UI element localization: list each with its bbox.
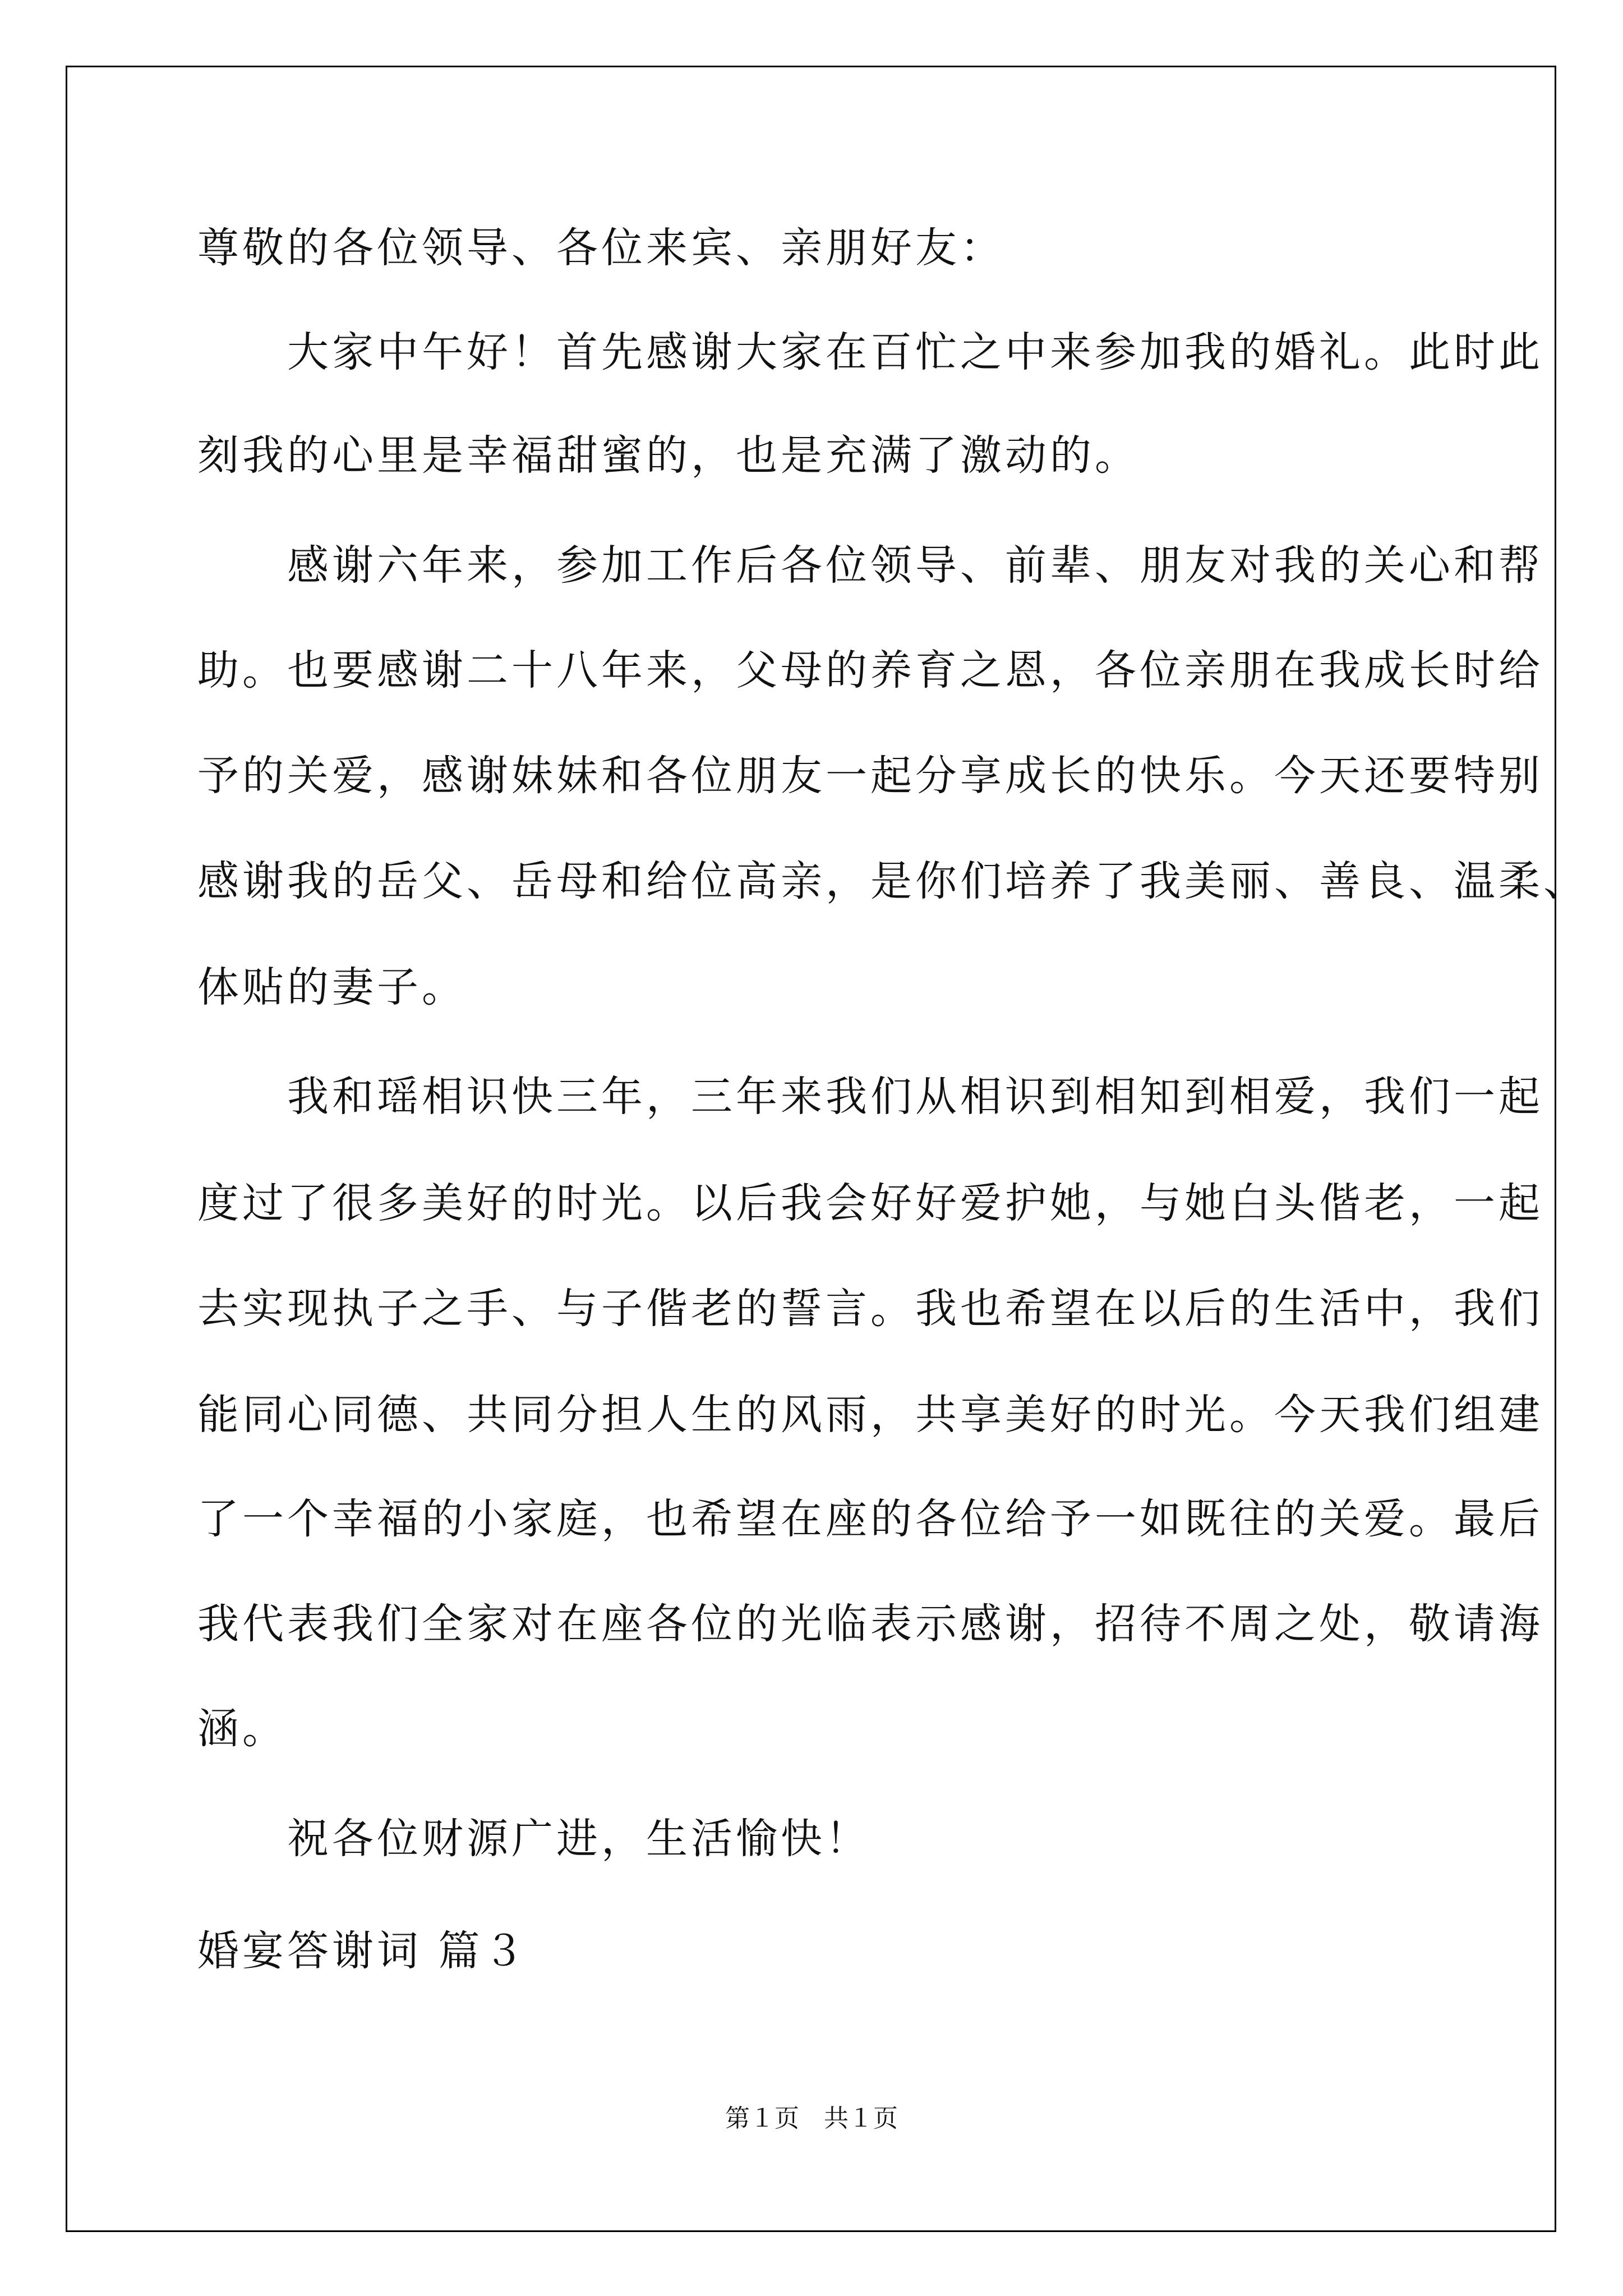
text-line: 体贴的妻子。 [197,963,467,1011]
text-line: 刻我的心里是幸福甜蜜的，也是充满了激动的。 [197,431,1140,480]
text-line: 助。也要感谢二十八年来，父母的养育之恩，各位亲朋在我成长时给 [197,646,1543,694]
text-line: 能同心同德、共同分担人生的风雨，共享美好的时光。今天我们组建 [197,1391,1543,1439]
text-line: 祝各位财源广进，生活愉快！ [197,1815,870,1863]
text-line: 大家中午好！首先感谢大家在百忙之中来参加我的婚礼。此时此 [197,328,1543,376]
text-line: 涵。 [197,1705,287,1753]
text-line: 感谢我的岳父、岳母和给位高亲，是你们培养了我美丽、善良、温柔、 [197,857,1588,905]
salutation-line: 尊敬的各位领导、各位来宾、亲朋好友： [197,224,1005,272]
text-line: 去实现执子之手、与子偕老的誓言。我也希望在以后的生活中，我们 [197,1285,1543,1333]
page-border [66,66,1556,2232]
text-line: 感谢六年来，参加工作后各位领导、前辈、朋友对我的关心和帮 [197,541,1543,590]
page-footer: 第１页 共１页 [725,2104,898,2133]
text-line: 我代表我们全家对在座各位的光临表示感谢，招待不周之处，敬请海 [197,1600,1543,1648]
text-line: 予的关爱，感谢妹妹和各位朋友一起分享成长的快乐。今天还要特别 [197,752,1543,800]
section-heading: 婚宴答谢词 篇３ [197,1927,528,1975]
text-line: 了一个幸福的小家庭，也希望在座的各位给予一如既往的关爱。最后 [197,1495,1543,1543]
text-line: 我和瑶相识快三年，三年来我们从相识到相知到相爱，我们一起 [197,1073,1543,1121]
text-line: 度过了很多美好的时光。以后我会好好爱护她，与她白头偕老，一起 [197,1179,1543,1227]
